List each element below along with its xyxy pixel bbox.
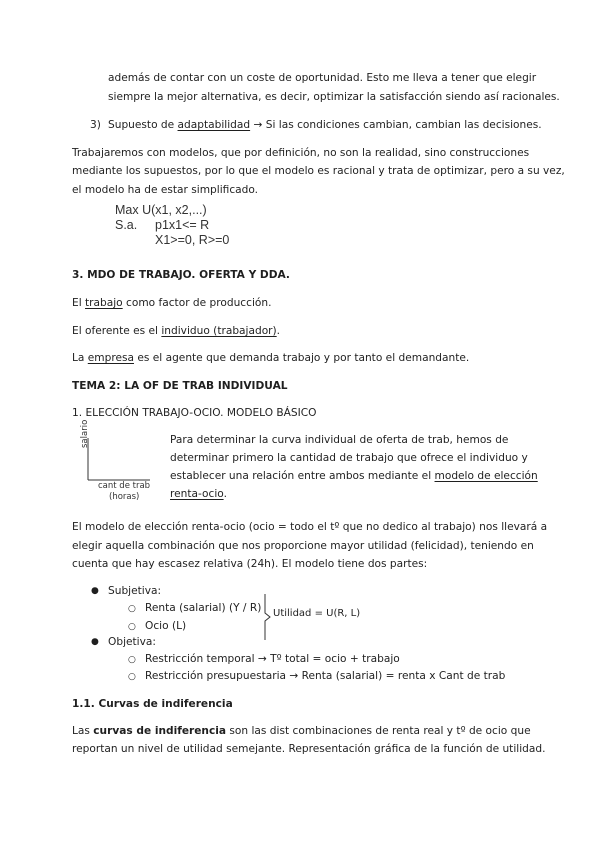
section3-p3 — [72, 352, 469, 364]
section3-p2-a: El oferente es el — [72, 325, 162, 337]
curvas-line-1c: son las dist combinaciones de renta real y tº de ocio que — [226, 725, 531, 737]
item3-prefix: Supuesto de — [108, 119, 178, 131]
model-para-line-3: cuenta que hay escasez relativa (24h). El modelo tiene dos partes: — [72, 558, 428, 570]
circle-bullet-icon: ○ — [128, 655, 136, 665]
section3-p3-term: empresa — [87, 352, 134, 364]
section3-p1-b: como factor de producción. — [122, 297, 272, 309]
graph-x-label-1: cant de trab — [98, 481, 151, 491]
graph-text-line-3b: modelo de elección — [434, 470, 538, 482]
models-line-3: el modelo ha de estar simplificado. — [72, 184, 259, 196]
utility-function: Utilidad = U(R, L) — [273, 608, 361, 619]
item3-term: adaptabilidad — [177, 119, 251, 131]
graph-text-line-3 — [170, 470, 538, 482]
graph-text-line-4a: renta-ocio — [170, 488, 224, 500]
graph-y-label: salario — [80, 419, 90, 448]
list-renta: Renta (salarial) (Y / R) — [145, 602, 262, 614]
bullet-icon: ● — [91, 637, 99, 647]
list-number-3: 3) — [90, 119, 101, 131]
model-para-line-1: El modelo de elección renta-ocio (ocio = todo el tº que no dedico al trabajo) nos llevará a — [72, 521, 548, 533]
bullet-icon: ● — [91, 586, 99, 596]
intro-line-1: además de contar con un coste de oportunidad. Esto me lleva a tener que elegir — [108, 72, 537, 84]
list-ocio: Ocio (L) — [145, 620, 187, 632]
list-presupuestaria: Restricción presupuestaria → Renta (salarial) = renta x Cant de trab — [145, 670, 506, 682]
models-line-2: mediante los supuestos, por lo que el modelo es racional y trata de optimizar, pero a su vez, — [72, 165, 565, 177]
circle-bullet-icon: ○ — [128, 672, 136, 682]
section-1-1-heading: 1.1. Curvas de indiferencia — [72, 698, 233, 710]
curvas-line-1a: Las — [72, 725, 94, 737]
model-para-line-2: elegir aquella combinación que nos proporcione mayor utilidad (felicidad), teniendo en — [72, 540, 534, 552]
graph-text-line-4 — [170, 488, 227, 500]
section3-p2-b: . — [276, 325, 281, 337]
graph-text-line-3a: establecer una relación entre ambos mediante el — [170, 470, 435, 482]
item3-text — [108, 119, 542, 131]
list-temporal: Restricción temporal → Tº total = ocio + trabajo — [145, 653, 400, 665]
graph-text-line-1: Para determinar la curva individual de oferta de trab, hemos de — [170, 434, 509, 446]
section-1-heading: 1. ELECCIÓN TRABAJO-OCIO. MODELO BÁSICO — [72, 407, 317, 419]
math-sa: S.a. — [115, 218, 138, 232]
list-objetiva: Objetiva: — [108, 636, 156, 648]
math-max: Max U(x1, x2,...) — [115, 203, 207, 217]
tema-2-heading: TEMA 2: LA OF DE TRAB INDIVIDUAL — [72, 380, 288, 392]
section3-p2-term: individuo (trabajador) — [161, 325, 277, 337]
section3-p3-b: es el agente que demanda trabajo y por tanto el demandante. — [133, 352, 470, 364]
item3-rest: → Si las condiciones cambian, cambian las decisiones. — [250, 119, 542, 131]
curvas-line-2: reportan un nivel de utilidad semejante. Representación gráfica de la función de utilidad. — [72, 743, 546, 755]
list-subjetiva: Subjetiva: — [108, 585, 162, 597]
graph-text-line-2: determinar primero la cantidad de trabajo que ofrece el individuo y — [170, 452, 528, 464]
math-constraint-2: X1>=0, R>=0 — [155, 233, 230, 247]
circle-bullet-icon: ○ — [128, 604, 136, 614]
section3-p1-term: trabajo — [85, 297, 123, 309]
curvas-line-1 — [72, 725, 531, 737]
graph-x-label-2: (horas) — [109, 492, 140, 502]
intro-line-2: siempre la mejor alternativa, es decir, optimizar la satisfacción siendo así racionales. — [108, 91, 560, 103]
section-3-heading: 3. MDO DE TRABAJO. OFERTA Y DDA. — [72, 269, 290, 281]
models-line-1: Trabajaremos con modelos, que por definición, no son la realidad, sino construcciones — [72, 147, 530, 159]
section3-p2 — [72, 325, 280, 337]
section3-p3-a: La — [72, 352, 88, 364]
section3-p1-a: El — [72, 297, 86, 309]
section3-p1 — [72, 297, 271, 309]
curvas-term: curvas de indiferencia — [93, 725, 227, 737]
graph-text-line-4b: . — [223, 488, 227, 500]
circle-bullet-icon: ○ — [128, 622, 136, 632]
math-constraint-1: p1x1<= R — [155, 218, 210, 232]
